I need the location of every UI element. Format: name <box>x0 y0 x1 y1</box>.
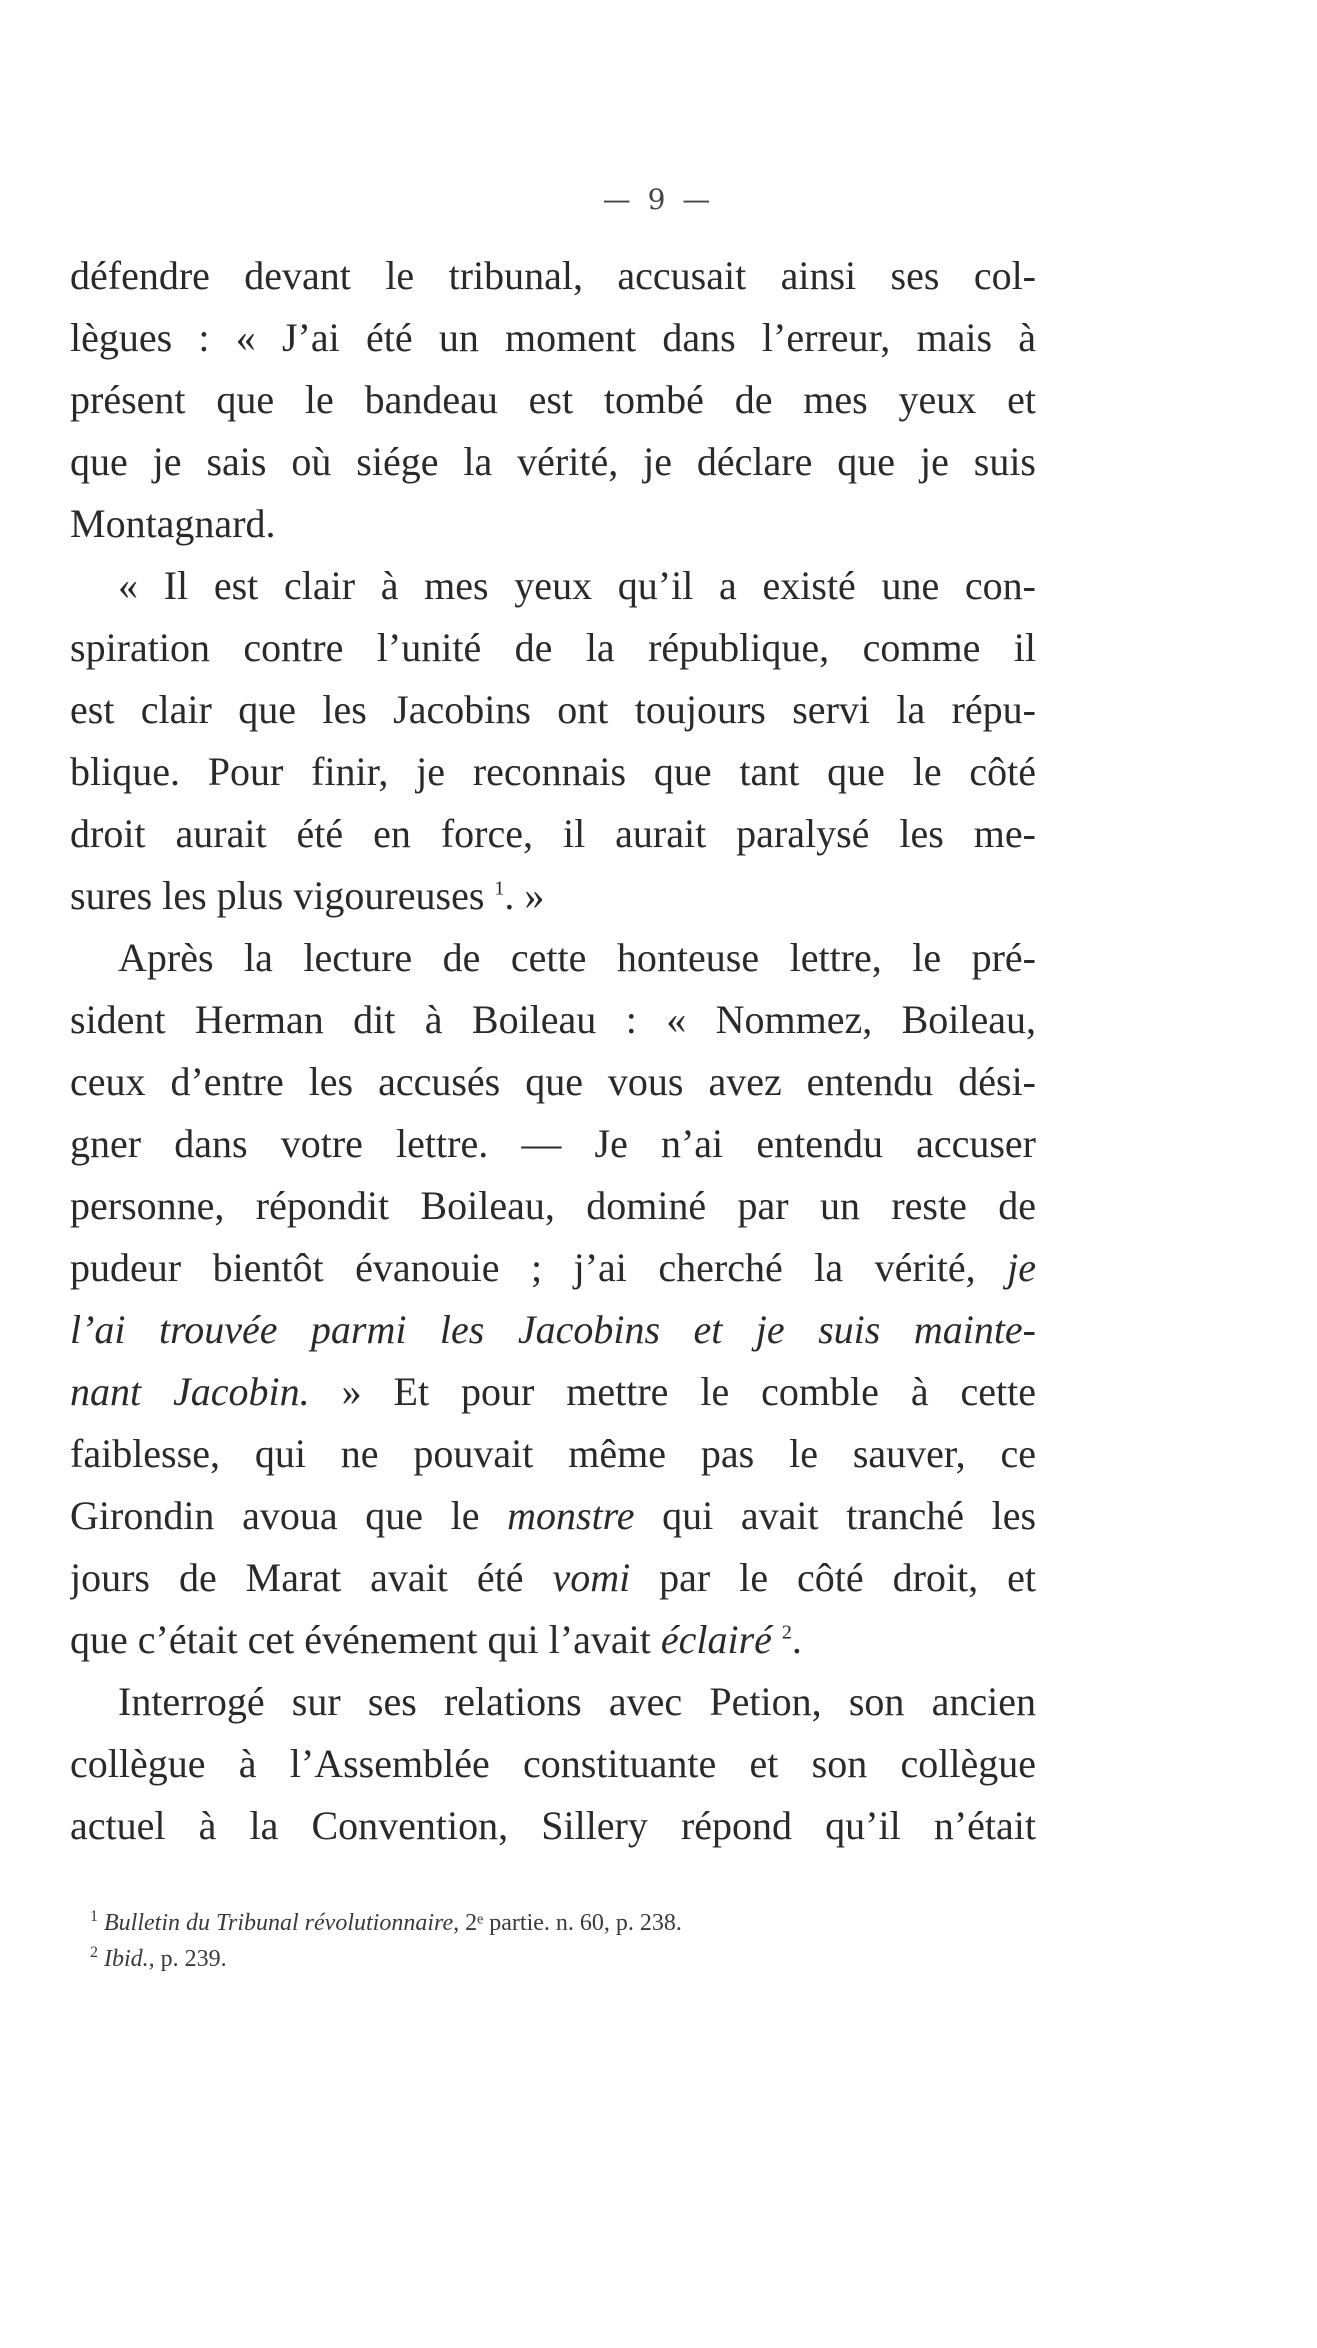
italic-fragment: nant Jacobin. <box>70 1369 310 1414</box>
page-number: — 9 — <box>602 183 715 216</box>
footnote-source: Ibid., <box>104 1946 155 1972</box>
text-fragment: pudeur bientôt évanouie ; j’ai cherché la vérité, <box>70 1245 976 1290</box>
italic-fragment: monstre <box>507 1493 635 1538</box>
text-fragment: . <box>791 1617 802 1662</box>
text-line: défendre devant le tribunal, accusait ainsi ses col- <box>70 253 1036 298</box>
text-fragment: qui avait tranché les <box>662 1493 1036 1538</box>
text-fragment: jours de Marat avait été <box>70 1555 524 1600</box>
footnotes <box>90 1905 1030 1977</box>
text-line: gner dans votre lettre. — Je n’ai entendu accuser <box>70 1121 1036 1166</box>
footnote-mark: 1 <box>90 1908 98 1925</box>
text-line: faiblesse, qui ne pouvait même pas le sauver, ce <box>70 1431 1036 1476</box>
text-line: personne, répondit Boileau, dominé par un reste de <box>70 1183 1036 1228</box>
text-line: Après la lecture de cette honteuse lettre, le pré- <box>118 935 1036 980</box>
text-line <box>70 1485 1036 1547</box>
paragraph-4 <box>70 1671 1036 1857</box>
text-line: blique. Pour finir, je reconnais que tant que le côté <box>70 749 1036 794</box>
paragraph-3 <box>70 927 1036 1671</box>
text-line <box>70 1361 1036 1423</box>
italic-fragment: je <box>1007 1245 1036 1290</box>
footnote-mark: 2 <box>90 1944 98 1961</box>
text-line: présent que le bandeau est tombé de mes yeux et <box>70 377 1036 422</box>
text-line: actuel à la Convention, Sillery répond qu’il n’était <box>70 1803 1036 1848</box>
text-line: collègue à l’Assemblée constituante et son collègue <box>70 1741 1036 1786</box>
text-line: Montagnard. <box>70 501 276 546</box>
text-fragment: Girondin avoua que le <box>70 1493 480 1538</box>
text-line: Interrogé sur ses relations avec Petion, son ancien <box>118 1679 1036 1724</box>
text-line: que je sais où siége la vérité, je déclare que je suis <box>70 439 1036 484</box>
paragraph-2 <box>70 555 1036 927</box>
text-line: l’ai trouvée parmi les Jacobins et je suis mainte- <box>70 1307 1036 1352</box>
italic-fragment: éclairé <box>660 1617 772 1662</box>
text-line: droit aurait été en force, il aurait paralysé les me- <box>70 811 1036 856</box>
text-fragment: . » <box>504 873 545 918</box>
text-line <box>70 865 1036 927</box>
text-fragment: sures les plus vigoureuses <box>70 873 485 918</box>
text-line <box>70 1547 1036 1609</box>
italic-fragment: vomi <box>552 1555 631 1600</box>
body-text <box>70 245 1036 1857</box>
text-line <box>70 1609 1036 1671</box>
text-line: sident Herman dit à Boileau : « Nommez, Boileau, <box>70 997 1036 1042</box>
footnote-ref: 1 <box>494 877 505 900</box>
footnote-source: Bulletin du Tribunal révolutionnaire, <box>104 1910 460 1936</box>
text-line: est clair que les Jacobins ont toujours servi la répu- <box>70 687 1036 732</box>
text-fragment: par le côté droit, et <box>659 1555 1036 1600</box>
footnote-1 <box>90 1905 1030 1941</box>
footnote-2 <box>90 1941 1030 1977</box>
footnote-ref: 2 <box>781 1621 792 1644</box>
text-line: lègues : « J’ai été un moment dans l’erreur, mais à <box>70 315 1036 360</box>
text-line <box>70 1237 1036 1299</box>
paragraph-1 <box>70 245 1036 555</box>
text-fragment: que c’était cet événement qui l’avait <box>70 1617 651 1662</box>
text-line: ceux d’entre les accusés que vous avez entendu dési- <box>70 1059 1036 1104</box>
text-line: « Il est clair à mes yeux qu’il a existé une con- <box>118 563 1036 608</box>
text-line: spiration contre l’unité de la république, comme il <box>70 625 1036 670</box>
text-fragment: » Et pour mettre le comble à cette <box>341 1369 1036 1414</box>
footnote-text: p. 239. <box>160 1946 227 1972</box>
footnote-text: 2ᵉ partie. n. 60, p. 238. <box>465 1910 682 1936</box>
